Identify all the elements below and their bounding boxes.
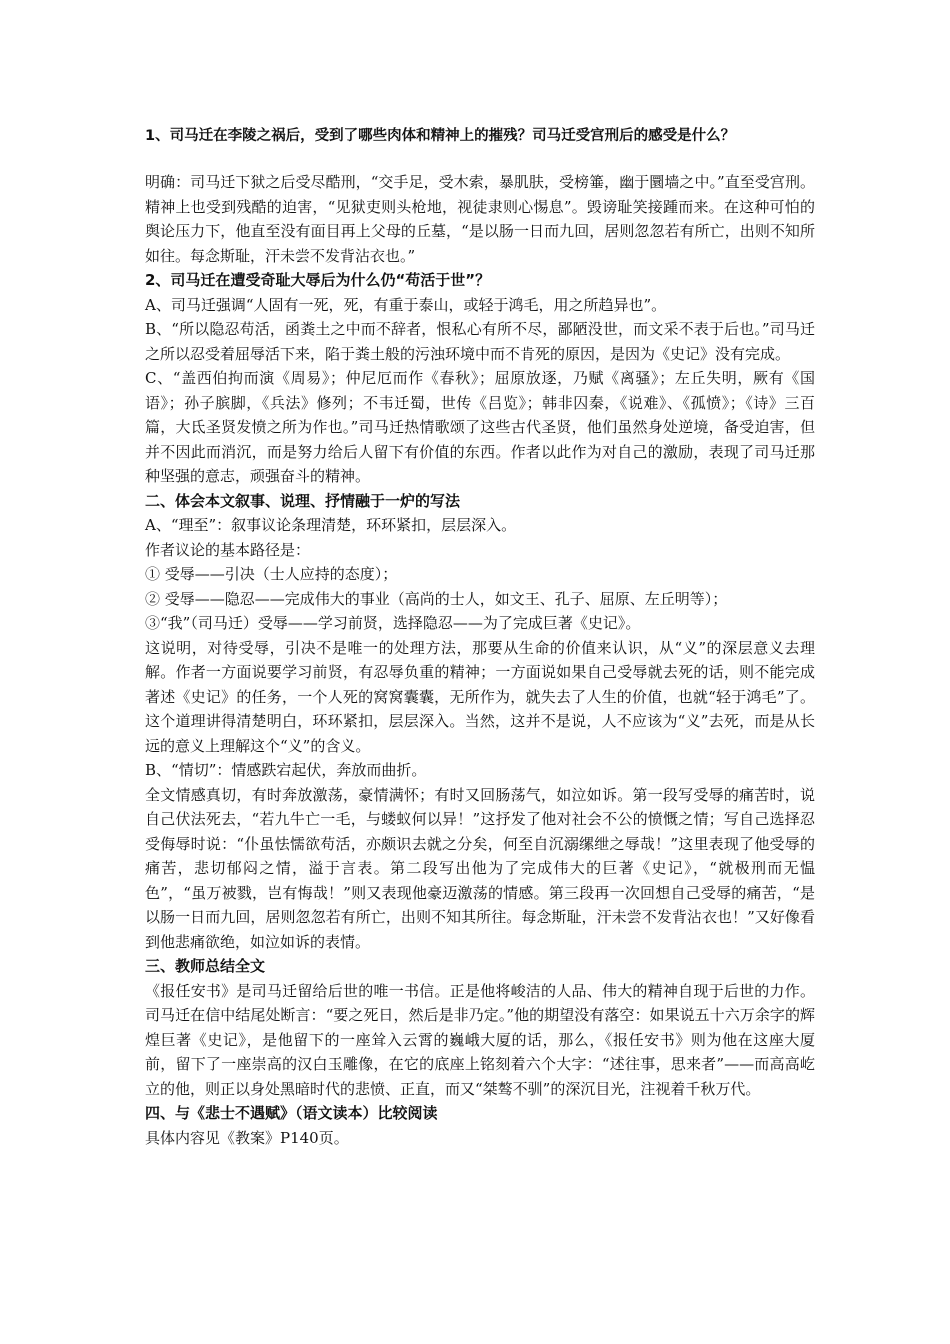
paragraph: A、“理至”：叙事议论条理清楚，环环紧扣，层层深入。 <box>145 516 517 534</box>
paragraph: 《报任安书》是司马迁留给后世的唯一书信。正是他将峻洁的人品、伟大的精神自现于后世的力作。司马迁在信中结尾处断言：“要之死日，然后是非乃定。”他的期望没有落空：如果说五十六万余字的辉煌巨著《史记》，是他留下的一座耸入云霄的巍峨大厦的话，那么，《报任安书》则为他在这座大厦前，留下了一座崇高的汉白玉雕像，在它的底座上铭刻着六个大字：“述往事，思来者”——而高高屹立的他，则正以身处黑暗时代的悲愤、正直，而又“桀骜不驯”的深沉目光，注视着千秋万代。 <box>145 981 815 1098</box>
paragraph: 作者议论的基本路径是： <box>145 540 311 559</box>
paragraph: 这说明，对待受辱，引决不是唯一的处理方法，那要从生命的价值来认识，从“义”的深层意义去理解。作者一方面说要学习前贤，有忍辱负重的精神；一方面说如果自己受辱就去死的话，则不能完成著述《史记》的任务，一个人死的窝窝囊囊，无所作为，就失去了人生的价值，也就“轻于鸿毛”了。这个道理讲得清楚明白，环环紧扣，层层深入。当然，这并不是说，人不应该为“义”去死，而是从长远的意义上理解这个“义”的含义。 <box>145 638 815 755</box>
paragraph: A、司马迁强调“人固有一死，死，有重于泰山，或轻于鸿毛，用之所趋异也”。 <box>145 295 667 314</box>
section-heading: 2、司马迁在遭受奇耻大辱后为什么仍“苟活于世”？ <box>145 271 491 289</box>
paragraph: ③“我”（司马迁）受辱——学习前贤，选择隐忍——为了完成巨著《史记》。 <box>145 614 641 632</box>
section-heading: 二、体会本文叙事、说理、抒情融于一炉的写法 <box>145 491 461 510</box>
paragraph: 全文情感真切，有时奔放激荡，豪情满怀；有时又回肠荡气，如泣如诉。第一段写受辱的痛苦时，说自己伏法死去，“若九牛亡一毛，与蝼蚁何以异！”这抒发了他对社会不公的愤慨之情；写自己选择忍受侮辱时说：“仆虽怯懦欲苟活，亦颇识去就之分矣，何至自沉溺缧绁之辱哉！”这里表现了他受辱的痛苦，悲切郁闷之情，溢于言表。第二段写出他为了完成伟大的巨著《史记》，“就极刑而无愠色”，“虽万被戮，岂有悔哉！”则又表现他豪迈激荡的情感。第三段再一次回想自己受辱的痛苦，“是以肠一日而九回，居则忽忽若有所亡，出则不知其所往。每念斯耻，汗未尝不发背沾衣也！”又好像看到他悲痛欲绝，如泣如诉的表情。 <box>145 785 815 951</box>
document-page <box>145 124 815 1150</box>
paragraph: C、“盖西伯拘而演《周易》；仲尼厄而作《春秋》；屈原放逐，乃赋《离骚》；左丘失明，厥有《国语》；孙子膑脚，《兵法》修列；不韦迁蜀，世传《吕览》；韩非囚秦，《说难》、《孤愤》；《诗》三百篇，大氐圣贤发愤之所为作也。”司马迁热情歌颂了这些古代圣贤，他们虽然身处逆境，备受迫害，但并不因此而消沉，而是努力给后人留下有价值的东西。作者以此作为对自己的激励，表现了司马迁那种坚强的意志，顽强奋斗的精神。 <box>145 369 815 485</box>
section-heading: 三、教师总结全文 <box>145 957 266 975</box>
paragraph: B、“所以隐忍苟活，函粪土之中而不辞者，恨私心有所不尽，鄙陋没世，而文采不表于后也。”司马迁之所以忍受着屈辱活下来，陷于粪土般的污浊环境中而不肯死的原因，是因为《史记》没有完成。 <box>145 320 815 363</box>
paragraph: ② 受辱——隐忍——完成伟大的事业（高尚的士人，如文王、孔子、屈原、左丘明等）； <box>145 589 728 608</box>
question-1-heading: 1、司马迁在李陵之祸后，受到了哪些肉体和精神上的摧残？司马迁受宫刑后的感受是什么？ <box>145 128 736 144</box>
paragraph: B、“情切”：情感跌宕起伏，奔放而曲折。 <box>145 761 427 779</box>
document-body <box>145 170 815 1150</box>
paragraph: ① 受辱——引决（士人应持的态度）； <box>145 565 398 583</box>
paragraph: 具体内容见《教案》P140页。 <box>145 1128 349 1147</box>
section-heading: 四、与《悲士不遇赋》（语文读本）比较阅读 <box>145 1104 438 1122</box>
paragraph: 明确：司马迁下狱之后受尽酷刑，“交手足，受木索，暴肌肤，受榜箠，幽于圜墙之中。”直至受宫刑。精神上也受到残酷的迫害，“见狱吏则头枪地，视徒隶则心惕息”。毁谤耻笑接踵而来。在这种可怕的舆论压力下，他直至没有面目再上父母的丘墓，“是以肠一日而九回，居则忽忽若有所亡，出则不知所如往。每念斯耻，汗未尝不发背沾衣也。” <box>145 173 815 265</box>
